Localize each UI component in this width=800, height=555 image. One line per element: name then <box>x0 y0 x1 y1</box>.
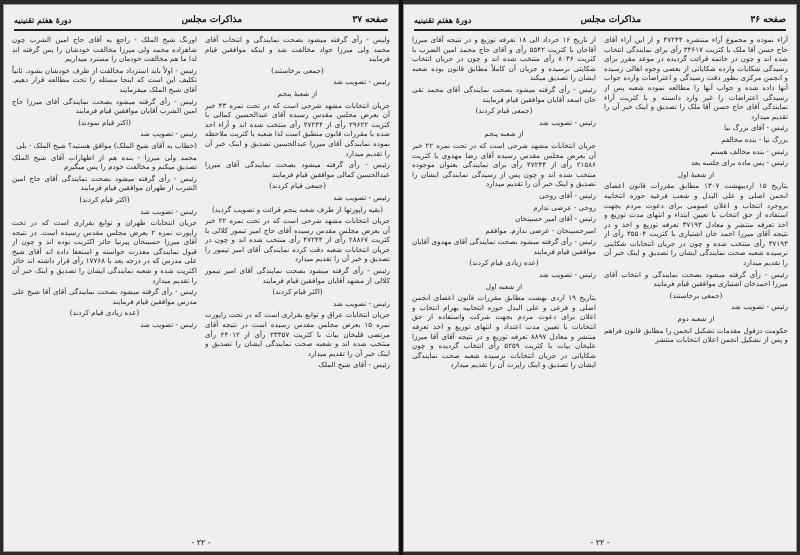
paragraph: بتاریخ ۱۹ اردی بهشت مطابق مقررات قانون اعضای انجمن اصلی و فرعی و علی البدل حوزه انتخابیه بهرام انتخاب و اعلان برای دعوت مردم بجهت شرکت واستفاده از حق انتخابات با تعیین مدت اعتداد و انتهای توزیع و اخذ تعرفه منتشر و معادل ۸۸۹۷ تعرفه توزیع و در نتیجه آقای آقا میرزا علیخان بیات با کثریت ۵۲۵۹ رأی انتخاب گردیده و چون شکایاتی در جریان انتخابات نرسیده شعبه صحت نمایندگی ایشان را تصدیق و اینک راپرت آن را تقدیم میدارد <box>412 293 596 370</box>
paragraph: از شعبه دوم <box>677 314 715 324</box>
paragraph: رئیس - رأی گرفته میشود بصحت نمایندگی آقای میرزا عبدالحسین کمالی موافقین قیام فرمایند <box>205 160 390 179</box>
paragraph: اورنگ شیخ الملک - راجع به آقای حاج امین الشرب چون شاهزاده محمد ولی میرزا مخالفت خودشان را پس گرفته اند لذا ما هم مخالفت خودمان را مسترد میداریم <box>12 35 197 64</box>
paragraph: (عده زیادی قیام کردند) <box>69 308 140 318</box>
paragraph: وليس - رأی گرفته میشود بصحت نمایندگی و انتخاب آقای محمد ولی میرزا جواد مخالفت شد و اینکه موافقین قیام فرمایند <box>205 35 390 64</box>
page-header <box>14 11 388 31</box>
paragraph: رئیس - تصویب شد <box>140 129 197 139</box>
paragraph: جریان انتخابات طهران و توابع بقراری است که در تحت راپورت نمره ۲ بعرض مجلس مقدس رسیده است. در نتیجه آقای میرزا حسینخان پیرنیا حائز اکثریت بوده اند و چون از قبول نمایندگی معذرت خواسته و استعفا داده اند آقای شیخ علی مدرس که در درجه بعد با ۱۷۷۶۸ رأی قرار داشته اند حائز اکثریت شده و شعبه نمایندگی ایشان را تصدیق و اینک خبر آن را تقدیم میدارد <box>12 218 197 285</box>
paragraph: رئیس - رأی گرفته میشود بصحت نمایندگی آقای مهدوی آقایان موافقین قیام فرمایند <box>412 237 596 256</box>
paragraph: رئیس - رأی گرفته میشود بصحت نمایندگی آقای محمد تقی خان اسعد آقایان موافقین قیام فرمایند <box>412 84 596 104</box>
paragraph: (جمعی قیام کردند) <box>475 106 533 116</box>
paragraph: رئیس - رأی گرفته میشود بصحت نمایندگی آقای آقا شیخ علی مدرس موافقین قیام فرمایند <box>12 287 197 306</box>
paragraph: (عده زیادی قیام کردند) <box>469 258 539 268</box>
paragraph: امیرحسینخان - عرضی ندارم. موافقم <box>485 225 596 235</box>
left-page <box>3 4 399 552</box>
paragraph: جریان انتخابات مشهد شرحی است که در تحت نمره ۴۳ خبر آن بعرض مجلس مقدس رسیده آقای عبدالحسین کمالی با کثریت ۲۹۶۲۲ رأی از ۴۷۲۴۴ رأی منتخب شده اند و آراء اخذ شده با مقررات قانون منطبق است لذا شعبه با کثریت ملاحظه نموده نمایندگی آقای میرزا عبدالحسین تصدیق و اینک خبر آن را تقدیم میدارد <box>205 100 390 158</box>
text-column-left <box>412 35 596 529</box>
paragraph: رئیس - آقای بزرگ نیا <box>724 123 788 133</box>
session-title: دورهٔ هفتم تقنینیه <box>414 15 472 25</box>
page-header <box>414 11 786 31</box>
paragraph: رئیس - بنده مخالف هستم <box>710 146 788 156</box>
paragraph: جریان انتخابات عراق و توابع بقراری است که در تحت راپورت نمره ۱۵ بعرض مجلس مقدس رسیده است در نتیجه آقای مرتضی قلیخان بیات با کثریت ۲۳۳۵۷ رأی از ۲۴۰۱۲ رأی منتخب شده اند و شعبه صحت نمایندگی ایشان را تصدیق و اینک خبر آن را تقدیم میدارد <box>205 310 390 358</box>
page-number-label: صفحه ۳۷ <box>352 15 388 25</box>
paragraph: رئیس - آقای روحی <box>539 190 596 200</box>
paragraph: (اکثر قیام کردند) <box>79 194 130 204</box>
paragraph: جریان انتخابات مشهد شرحی است که در تحت نمره ۲۲ خبر آن بعرض مجلس مقدس رسیده آقای رضا مهدوی با کثریت ۲۱۵۸۶ رأی از ۴۷۲۴۴ رأی برای نمایندگی بعنوان موجوده منتخب شده اند و چون پس از رسیدگی نمایندگی ایشان را تصدیق و اینک خبر آن را تقدیم میدارد <box>412 140 596 189</box>
text-column-left <box>12 35 197 529</box>
paragraph: رئیس - تصویب شد <box>333 298 390 308</box>
paragraph: رئیس - تصویب شد <box>140 320 197 330</box>
paragraph: بزرگ نیا - بنده مخالفم <box>721 134 788 144</box>
journal-title: مذاکرات مجلس <box>181 15 243 25</box>
paragraph: رئیس - تصویب شد <box>539 270 596 280</box>
paragraph: از شعبه پنجم <box>484 129 524 139</box>
paragraph: روحی - عرضی ندارم <box>533 202 596 212</box>
paragraph: رئیس - تصویب شد <box>731 302 788 312</box>
paragraph: رئیس - آقای شیخ الملک <box>318 360 390 370</box>
page-number-label: صفحه ۳۶ <box>750 15 786 25</box>
paragraph: رئیس - آقای امیر حسینخان <box>515 214 596 224</box>
paragraph: رئیس - رأی گرفته میشود بصحت نمایندگی و انتخاب آقای میرزا احمدخان اشتیاری موافقین قیام فرمایند <box>604 269 788 289</box>
paragraph: از شعبه اول <box>485 281 523 291</box>
page-footer-number: - ۲۲ - <box>191 538 211 547</box>
paragraph: رئیس - تصویب شد <box>539 117 596 127</box>
paragraph: رئیس - تصویب شد <box>140 206 197 216</box>
journal-title: مذاکرات مجلس <box>580 15 642 25</box>
text-columns <box>412 35 788 529</box>
paragraph: رئیس - تصویب شد <box>333 192 390 202</box>
paragraph: (خطاب به آقای شیخ الملک) موافق هستید؟ شیخ الملک - بلی <box>16 140 197 150</box>
text-column-right <box>604 35 788 529</box>
paragraph: (بقیه راپورتها از طرف شعبه پنجم قرائت و تصویب گردید) <box>212 204 383 214</box>
paragraph: رئیس - رأی گرفته میشود بصحت نمایندگی آقای امیر تیمور کلالی از مشهد آقایان موافقین قیام فرمایند <box>205 266 390 285</box>
text-column-right <box>205 35 390 529</box>
right-page <box>403 4 797 552</box>
paragraph: رئیس - پس ماده برای جلسه بعد <box>690 158 788 168</box>
paragraph: جریان انتخابات مشهد شرحی است که در تحت نمره ۲۲ خبر آن بعرض مجلس مقدس رسیده آقای حاج امیر تیمور کلالی با کثریت ۲۸۸۶۷ رأی از ۴۷۲۴۴ رأی منتخب شده اند و چون در جریان انتخابات شعبه دقت کرده نمایندگی آقای امیر تیمور را تصدیق و خبر آن را تقدیم میدارد <box>205 216 390 264</box>
paragraph: رئیس - رأی گرفته میشود بصحت نمایندگی آقای میرزا حاج امین الشرب آقایان موافقین قیام فرمایند <box>12 96 197 116</box>
paragraph: رئیس - تصویب شد <box>333 77 390 87</box>
paragraph: رئیس - رأی گرفته میشود بصحت نمایندگی آقای حاج امین الشرب از طهران موافقین قیام فرمایند <box>12 173 197 193</box>
page-footer-number: - ۲۲ - <box>590 538 610 547</box>
paragraph: از تاریخ ۱۶ خرداد الی ۱۸ تعرفه توزیع و در نتیجه آقای میرزا آقاخان با کثریت ۵۵۴۲ رأی و آقای حاج محمد امین الضرب با کثریت ۸۰۳۶ رأی منتخب شده اند و چون در جریان انتخاب شکایتی نرسیده و جریان آن کاملاً مطابق قانون بوده شعبه ایشان را تصدیق میکند <box>412 35 596 83</box>
paragraph: (جمعی قیام کردند) <box>269 181 326 191</box>
paragraph: رئیس - اولاً باید استرداد مخالفت از طرف خودشان بشود. ثانیاً تکلیف این است که اینجا مسئله را تحت مطالعه قرار دهیم. آقای شیخ الملک میفرمایند <box>12 65 197 94</box>
paragraph: (اکثر قیام کردند) <box>272 287 323 297</box>
text-columns <box>12 35 390 529</box>
paragraph: از شعبهٔ اول <box>677 169 715 179</box>
paragraph: محمد ولی میرزا - بنده هم از اظهارات آقای شیخ الملک تصدیق میکنم و مخالفت خودم را پس میگیرم <box>12 152 197 172</box>
paragraph: حکومت دزفول مقدمات تشکیل انجمن را مطابق قانون فراهم و پس از تشکیل انجمن اعلان انتخابات منتشر <box>604 325 788 345</box>
paragraph: از شعبهٔ پنجم <box>277 88 318 98</box>
session-title: دورهٔ هفتم تقنینیه <box>14 15 72 25</box>
paragraph: (اکثر قیام نمودند) <box>78 117 131 127</box>
paragraph: (جمعی برخاستند) <box>669 290 723 300</box>
paragraph: آراء نموده و مجموع آراء منتشره ۴۷۲۴۴ و از این آراء آقای حاج حسن آقا ملک با کثریت ۳۴۶۱۷ رأی برای نمایندگی انتخاب شده اند و چون در خاتمه قرائت گردیده در موعد مقرر برای رسیدگی شکایات وارده شکایاتی از بعضی وجوه اهالی رسیده و انجمن مرکزی بطور دقت رسیدگی و اعتراضات وارده جواب آنها داده شده و جواب آنها را مطالعه نموده شعبه پس از رسیدگی اعتراضات را غیر وارد دانسته و با کثریت آراء نمایندگی آقای حاج حسن آقا ملک را تصدیق و اینک خبر آن را تقدیم میدارد <box>604 35 788 121</box>
paragraph: (جمعی برخاستند) <box>271 65 324 75</box>
paragraph: بتاریخ ۱۵ اردیبهشت ۱۳۰۷ مطابق مقررات قانون اعضای انجمن اصلی و علی البدل و شعب فرعیه حوزه انتخابیه بروجرد انتخاب و اعلان عمومی برای دعوت مردم بجهت استفاده از حق انتخاب با تعیین ابتداء و انتهای مدت توزیع و اخذ تعرفه منتشر و معادل ۳۷۱۹۳ تعرفه توزیع و اخذ و در نتیجه آقای میرزا احمد خان اشتیاری با کثریت ۳۵۵۰۴ رأی از ۳۷۱۹۳ رأی منتخب شده و چون در جریان انتخابات شکایتی نرسیده شعبه صحت نمایندگی ایشان را تصدیق و اینک خبر آن را تقدیم میدارد <box>604 181 788 268</box>
